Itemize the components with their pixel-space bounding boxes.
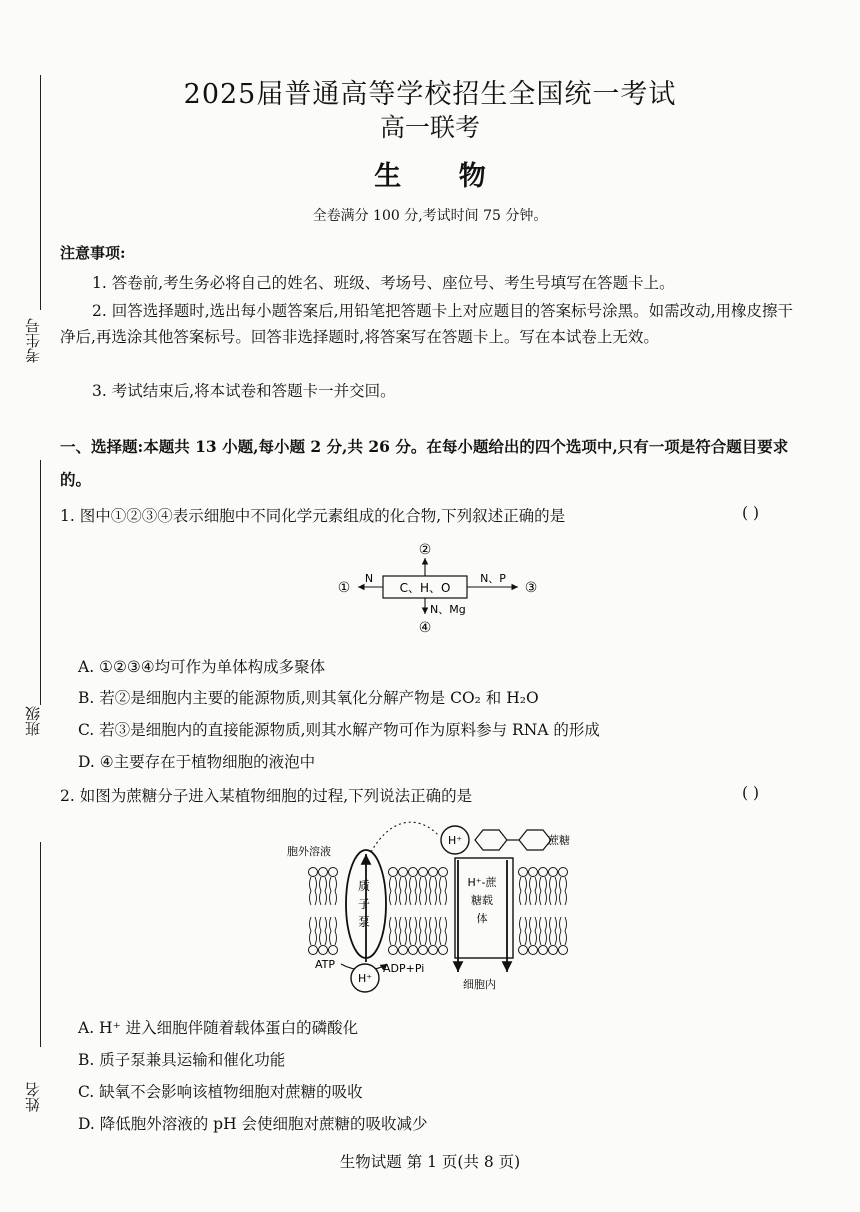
lipid-tail [320, 877, 322, 905]
lipid-tail [330, 917, 332, 945]
section-heading: 一、选择题:本题共 13 小题,每小题 2 分,共 26 分。在每小题给出的四个选项中,只有一项是符合题目要求的。 [60, 437, 789, 489]
lipid-head [319, 868, 328, 877]
lipid-head [549, 946, 558, 955]
q1-stem: 1. 图中①②③④表示细胞中不同化学元素组成的化合物,下列叙述正确的是 [60, 507, 566, 525]
lipid-head [549, 868, 558, 877]
lipid-tail [335, 877, 337, 905]
carrier-label-3: 体 [476, 912, 488, 925]
lipid-head [389, 868, 398, 877]
side-label-name: 姓名 [24, 1082, 42, 1112]
lipid-tail [445, 877, 447, 905]
side-label-class: 班级 [24, 706, 42, 736]
lipid-tail [320, 917, 322, 945]
notice-heading: 注意事项: [60, 244, 126, 262]
lipid-tail [395, 877, 397, 905]
lipid-tail [540, 917, 542, 945]
lipid-head [559, 868, 568, 877]
binding-line-2 [40, 460, 41, 705]
sucrose-label: 蔗糖 [548, 834, 570, 847]
lipid-tail [565, 917, 567, 945]
lipid-tail [420, 877, 422, 905]
lipid-head [309, 868, 318, 877]
lipid-tail [560, 877, 562, 905]
lipid-tail [410, 917, 412, 945]
q2-answer-paren: ( ) [742, 784, 760, 802]
lipid-head [409, 946, 418, 955]
h-sucrose-carrier [455, 858, 513, 958]
lipid-tail [445, 917, 447, 945]
lipid-head [539, 868, 548, 877]
lipid-tail [330, 877, 332, 905]
q1-node-3: ③ [524, 580, 538, 596]
page-footer: 生物试题 第 1 页(共 8 页) [339, 1153, 521, 1171]
atp-label: ATP [315, 958, 336, 971]
lipid-head [439, 946, 448, 955]
lipid-tail [535, 917, 537, 945]
q1-node-2: ② [418, 542, 432, 558]
lipid-head [439, 868, 448, 877]
lipid-head [559, 946, 568, 955]
proton-pump-label-2: 子 [358, 897, 371, 911]
h-ion-outside-label: H⁺ [447, 834, 463, 847]
lipid-tail [560, 917, 562, 945]
q1-answer-paren: ( ) [742, 504, 760, 522]
lipid-tail [435, 877, 437, 905]
lipid-tail [440, 877, 442, 905]
lipid-tail [315, 917, 317, 945]
lipid-tail [310, 877, 312, 905]
notice-item-1: 1. 答卷前,考生务必将自己的姓名、班级、考场号、座位号、考生号填写在答题卡上。 [92, 274, 675, 292]
q1-center-label: C、H、O [399, 581, 451, 595]
inside-label: 细胞内 [463, 978, 496, 991]
exam-meta: 全卷满分 100 分,考试时间 75 分钟。 [312, 208, 548, 224]
carrier-label-2: 糖载 [471, 894, 493, 907]
lipid-head [409, 868, 418, 877]
q1-left-label: N [364, 572, 374, 585]
lipid-tail [390, 917, 392, 945]
q2-option-a: A. H⁺ 进入细胞伴随着载体蛋白的磷酸化 [78, 1019, 359, 1037]
lipid-tail [325, 877, 327, 905]
sucrose-hexagon-2 [519, 830, 551, 850]
q1-diagram [300, 536, 560, 636]
binding-line-3 [40, 842, 41, 1047]
lipid-tail [520, 917, 522, 945]
lipid-tail [430, 877, 432, 905]
lipid-tail [415, 877, 417, 905]
q1-right-label: N、P [480, 572, 506, 585]
exam-subtitle: 高一联考 [379, 113, 480, 142]
lipid-tail [430, 917, 432, 945]
lipid-tail [400, 877, 402, 905]
lipid-tail [550, 877, 552, 905]
q1-option-a: A. ①②③④均可作为单体构成多聚体 [78, 658, 326, 676]
lipid-tail [310, 917, 312, 945]
lipid-tail [335, 917, 337, 945]
notice-item-3: 3. 考试结束后,将本试卷和答题卡一并交回。 [92, 382, 396, 400]
h-dotted-path [371, 822, 439, 852]
exam-title: 2025届普通高等学校招生全国统一考试 [183, 79, 677, 110]
lipid-tail [545, 877, 547, 905]
outside-label: 胞外溶液 [287, 845, 331, 858]
lipid-tail [400, 917, 402, 945]
lipid-tail [525, 877, 527, 905]
lipid-head [419, 868, 428, 877]
adp-label: ADP+Pi [383, 962, 425, 975]
q2-option-d: D. 降低胞外溶液的 pH 会使细胞对蔗糖的吸收减少 [78, 1115, 428, 1133]
lipid-head [399, 946, 408, 955]
lipid-head [429, 946, 438, 955]
lipid-tail [405, 917, 407, 945]
q2-diagram [275, 812, 595, 1004]
q2-option-b: B. 质子泵兼具运输和催化功能 [78, 1051, 286, 1069]
lipid-tail [555, 917, 557, 945]
lipid-tail [540, 877, 542, 905]
carrier-label-1: H⁺-蔗 [467, 876, 497, 889]
lipid-tail [425, 877, 427, 905]
lipid-tail [420, 917, 422, 945]
lipid-tail [535, 877, 537, 905]
lipid-tail [440, 917, 442, 945]
lipid-head [419, 946, 428, 955]
lipid-head [399, 868, 408, 877]
q1-node-1: ① [337, 580, 351, 596]
q2-stem: 2. 如图为蔗糖分子进入某植物细胞的过程,下列说法正确的是 [60, 787, 473, 805]
lipid-head [539, 946, 548, 955]
lipid-tail [390, 877, 392, 905]
lipid-tail [425, 917, 427, 945]
lipid-tail [530, 917, 532, 945]
lipid-tail [530, 877, 532, 905]
lipid-tail [525, 917, 527, 945]
lipid-tail [555, 877, 557, 905]
h-ion-inside-label: H⁺ [357, 972, 373, 985]
lipid-tail [405, 877, 407, 905]
lipid-head [529, 868, 538, 877]
lipid-head [329, 946, 338, 955]
lipid-tail [395, 917, 397, 945]
side-label-exam-id: 考生号 [24, 318, 42, 363]
lipid-head [319, 946, 328, 955]
q1-option-b: B. 若②是细胞内主要的能源物质,则其氧化分解产物是 CO₂ 和 H₂O [78, 689, 539, 707]
lipid-head [389, 946, 398, 955]
notice-item-2: 2. 回答选择题时,选出每小题答案后,用铅笔把答题卡上对应题目的答案标号涂黑。如需改动,用橡皮擦干净后,再选涂其他答案标号。回答非选择题时,将答案写在答题卡上。写在本试卷上无效。 [60, 302, 793, 346]
lipid-head [519, 946, 528, 955]
lipid-tail [410, 877, 412, 905]
subject-title: 生 物 [374, 161, 510, 192]
lipid-tail [325, 917, 327, 945]
lipid-head [309, 946, 318, 955]
lipid-head [529, 946, 538, 955]
sucrose-hexagon-1 [475, 830, 507, 850]
q1-option-d: D. ④主要存在于植物细胞的液泡中 [78, 753, 316, 771]
lipid-head [329, 868, 338, 877]
proton-pump-label-1: 质 [358, 879, 371, 893]
q2-option-c: C. 缺氧不会影响该植物细胞对蔗糖的吸收 [78, 1083, 363, 1101]
proton-pump-label-3: 泵 [358, 915, 371, 929]
lipid-head [429, 868, 438, 877]
lipid-head [519, 868, 528, 877]
lipid-tail [565, 877, 567, 905]
q1-down-label: N、Mg [430, 603, 466, 616]
lipid-tail [315, 877, 317, 905]
lipid-tail [520, 877, 522, 905]
lipid-tail [550, 917, 552, 945]
q1-node-4: ④ [418, 620, 432, 636]
lipid-tail [545, 917, 547, 945]
lipid-tail [415, 917, 417, 945]
q1-option-c: C. 若③是细胞内的直接能源物质,则其水解产物可作为原料参与 RNA 的形成 [78, 721, 600, 739]
lipid-tail [435, 917, 437, 945]
